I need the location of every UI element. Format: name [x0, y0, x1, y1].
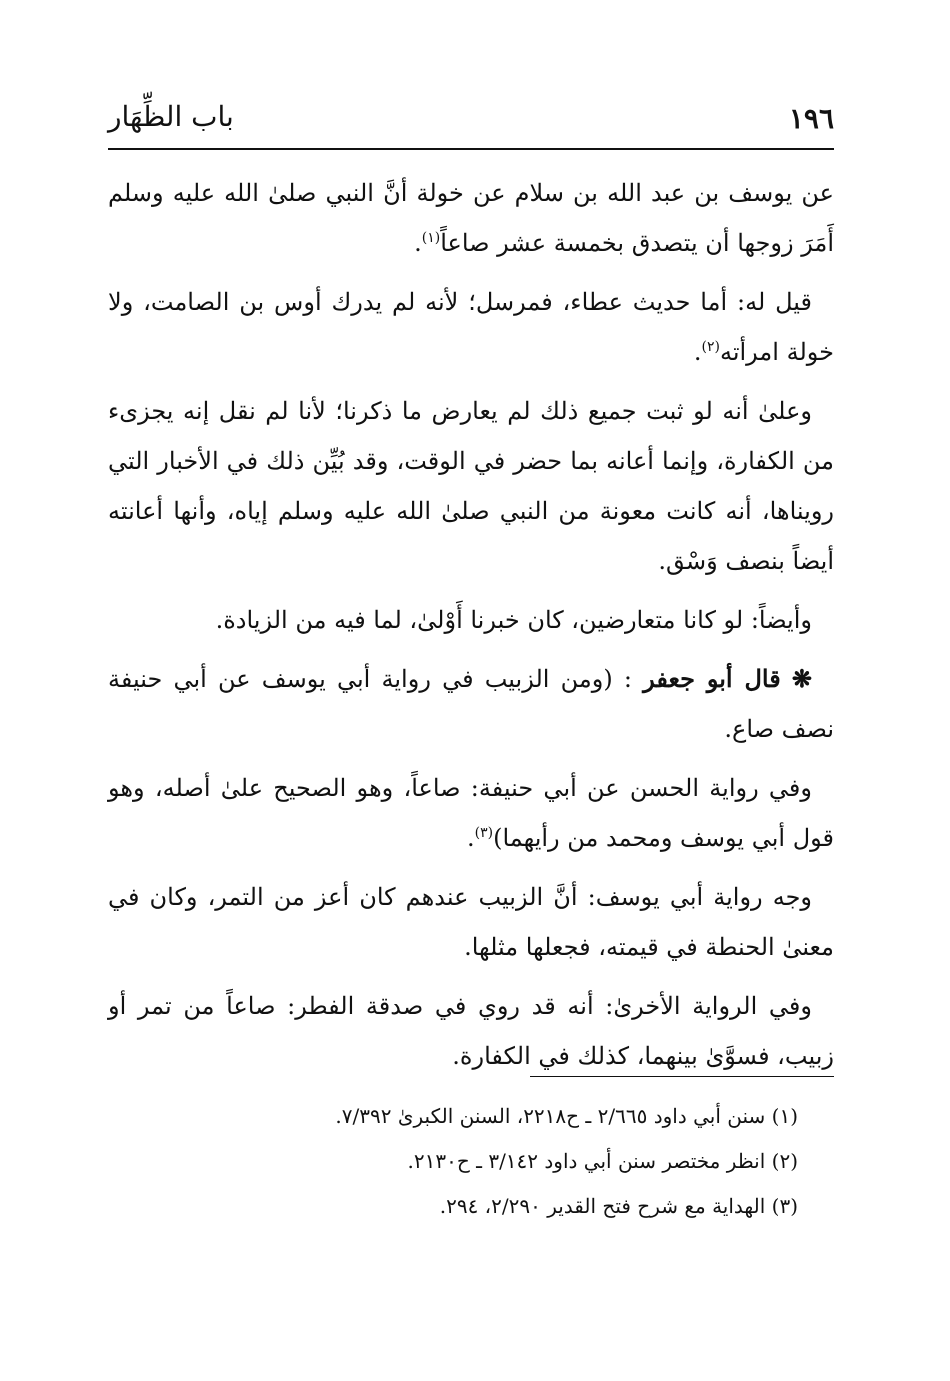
- paragraph-8: وفي الرواية الأخرىٰ: أنه قد روي في صدقة الفطر: صاعاً من تمر أو زبيب، فسوَّىٰ بينهما، كذلك في الكفارة.: [108, 992, 834, 1070]
- paragraph-6: وفي رواية الحسن عن أبي حنيفة: صاعاً، وهو الصحيح علىٰ أصله، وهو قول أبي يوسف ومحمد من رأيهما)$^{(٣)}$.: [108, 774, 834, 852]
- paragraph-3: وعلىٰ أنه لو ثبت جميع ذلك لم يعارض ما ذكرنا؛ لأنا لم نقل إنه يجزىء من الكفارة، وإنما أعانه بما حضر في الوقت، وقد بُيِّن ذلك في الأخبار التي رويناها، أنه كانت معونة من النبي صلىٰ الله عليه وسلم إياه، وأنها أعانته أيضاً بنصف وَسْق.: [108, 397, 834, 575]
- footnote-2: (٢) انظر مختصر سنن أبي داود ٣/١٤٢ ـ ح٢١٣٠.: [407, 1149, 798, 1173]
- page-number: ١٩٦: [788, 102, 834, 135]
- footnote-ref-2: (٢): [701, 339, 720, 355]
- footnote-ref-3: (٣): [474, 825, 494, 841]
- paragraph-5: ❋ قال أبو جعفر : (ومن الزبيب في رواية أبي يوسف عن أبي حنيفة نصف صاع.: [108, 664, 834, 743]
- asterisk-icon: ❋: [791, 664, 813, 693]
- footnote-3: (٣) الهداية مع شرح فتح القدير ٢/٢٩٠، ٢٩٤.: [439, 1194, 798, 1218]
- speaker-label: قال أبو جعفر: [643, 664, 781, 693]
- chapter-title: باب الظِّهَار: [108, 100, 234, 133]
- paragraph-1: عن يوسف بن عبد الله بن سلام عن خولة أنَّ النبي صلىٰ الله عليه وسلم أَمَرَ زوجها أن يتصدق بخمسة عشر صاعاً$^{(١)}$.: [108, 179, 834, 257]
- paragraph-2: قيل له: أما حديث عطاء، فمرسل؛ لأنه لم يدرك أوس بن الصامت، ولا خولة امرأته$^{(٢)}$.: [108, 288, 834, 366]
- footnote-1: (١) سنن أبي داود ٢/٦٦٥ ـ ح٢٢١٨، السنن الكبرىٰ ٧/٣٩٢.: [335, 1104, 798, 1128]
- page-header: [108, 96, 834, 144]
- footnote-ref-1: (١): [421, 230, 441, 246]
- footnotes: [108, 1094, 798, 1229]
- header-rule: [108, 148, 834, 150]
- paragraph-4: وأيضاً: لو كانا متعارضين، كان خبرنا أَوْلىٰ، لما فيه من الزيادة.: [215, 606, 812, 634]
- footnote-separator: [530, 1076, 834, 1077]
- paragraph-7: وجه رواية أبي يوسف: أنَّ الزبيب عندهم كان أعز من التمر، وكان في معنىٰ الحنطة في قيمته، فجعلها مثلها.: [108, 883, 834, 961]
- main-text: [108, 168, 834, 1090]
